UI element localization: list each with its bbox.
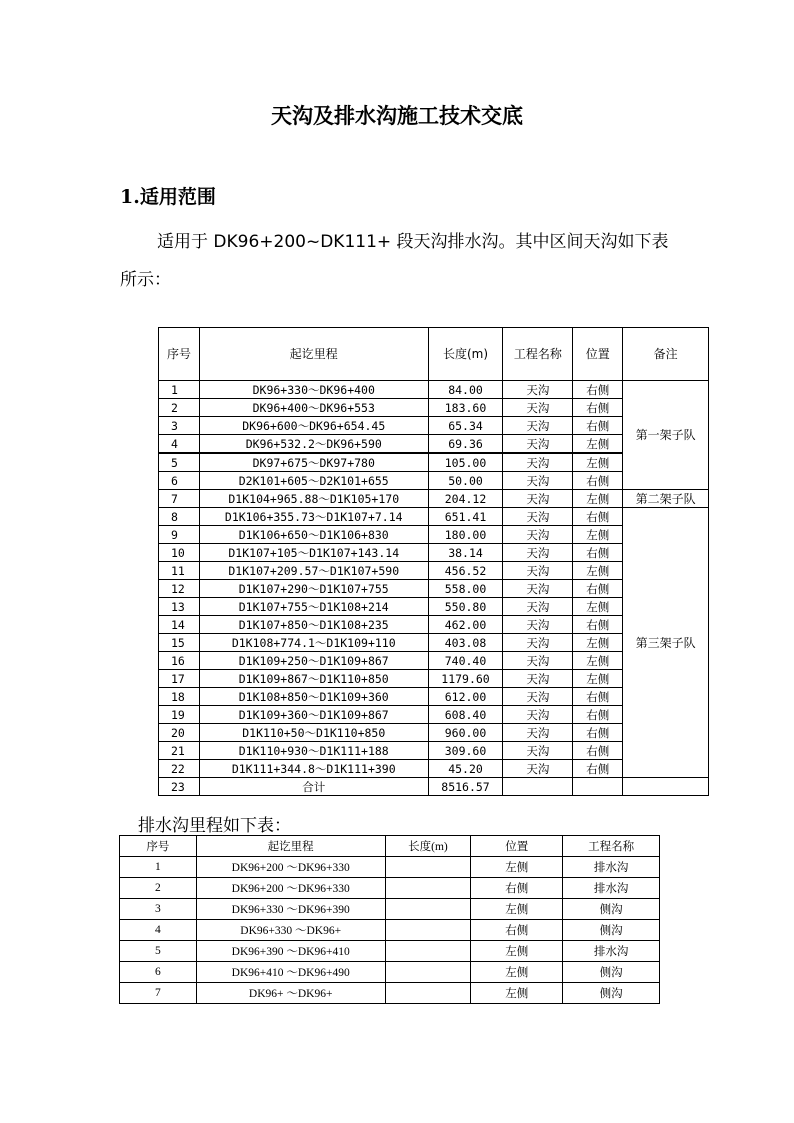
- row-seq: 22: [159, 760, 200, 778]
- row-name: 天沟: [503, 652, 573, 670]
- row-length: [385, 962, 471, 983]
- table-header-row: [159, 328, 709, 381]
- row-length: 183.60: [428, 399, 503, 417]
- row-range: D1K109+360～D1K109+867: [199, 706, 428, 724]
- row-position: 左侧: [471, 899, 563, 920]
- row-length: 180.00: [428, 526, 503, 544]
- row-name: 排水沟: [563, 857, 660, 878]
- row-length: 550.80: [428, 598, 503, 616]
- row-seq: 1: [159, 381, 200, 399]
- row-position: 右侧: [573, 399, 623, 417]
- row-name: 天沟: [503, 508, 573, 526]
- row-length: 45.20: [428, 760, 503, 778]
- row-position: 左侧: [573, 453, 623, 472]
- row-seq: 4: [120, 920, 197, 941]
- row-range: D1K107+755～D1K108+214: [199, 598, 428, 616]
- row-name: 侧沟: [563, 983, 660, 1004]
- table-header-row: [120, 836, 660, 857]
- header-range: 起讫里程: [196, 836, 385, 857]
- row-range: D1K111+344.8～D1K111+390: [199, 760, 428, 778]
- section-paragraph-line2: 所示：: [120, 270, 171, 290]
- row-name: 天沟: [503, 724, 573, 742]
- row-seq: 10: [159, 544, 200, 562]
- row-name: [503, 778, 573, 796]
- row-range: D2K101+605～D2K101+655: [199, 472, 428, 490]
- row-seq: 19: [159, 706, 200, 724]
- row-range: DK96+200 ～DK96+330: [196, 878, 385, 899]
- row-seq: 21: [159, 742, 200, 760]
- row-length: 50.00: [428, 472, 503, 490]
- row-seq: 5: [120, 941, 197, 962]
- table-row: [120, 920, 660, 941]
- row-name: 侧沟: [563, 920, 660, 941]
- row-name: 天沟: [503, 453, 573, 472]
- row-name: 天沟: [503, 544, 573, 562]
- row-length: 105.00: [428, 453, 503, 472]
- row-seq: 11: [159, 562, 200, 580]
- row-range: DK96+330 ～DK96+390: [196, 899, 385, 920]
- row-position: 左侧: [573, 526, 623, 544]
- row-length: 204.12: [428, 490, 503, 508]
- row-position: 右侧: [573, 508, 623, 526]
- team-cell: 第一架子队: [623, 381, 709, 490]
- row-range: D1K107+850～D1K108+235: [199, 616, 428, 634]
- total-seq: 23: [159, 778, 200, 796]
- row-position: 右侧: [471, 878, 563, 899]
- row-range: D1K110+50～D1K110+850: [199, 724, 428, 742]
- row-length: 69.36: [428, 435, 503, 454]
- row-length: 462.00: [428, 616, 503, 634]
- table-row: [120, 962, 660, 983]
- row-range: D1K107+290～D1K107+755: [199, 580, 428, 598]
- header-remark: 备注: [623, 328, 709, 381]
- row-seq: 1: [120, 857, 197, 878]
- section-paragraph-line1: 适用于 DK96+200~DK111+ 段天沟排水沟。其中区间天沟如下表: [157, 232, 669, 252]
- row-name: 排水沟: [563, 878, 660, 899]
- row-length: 38.14: [428, 544, 503, 562]
- table-row: [120, 857, 660, 878]
- drain-table: [119, 835, 660, 1004]
- row-range: DK96+532.2～DK96+590: [199, 435, 428, 454]
- row-length: 740.40: [428, 652, 503, 670]
- section-heading: 1.适用范围: [120, 186, 216, 208]
- row-position: 左侧: [573, 670, 623, 688]
- row-name: 天沟: [503, 598, 573, 616]
- row-range: D1K107+209.57～D1K107+590: [199, 562, 428, 580]
- team-cell: 第三架子队: [623, 508, 709, 778]
- row-position: 右侧: [573, 544, 623, 562]
- row-length: [385, 983, 471, 1004]
- row-name: 侧沟: [563, 899, 660, 920]
- row-seq: 15: [159, 634, 200, 652]
- row-name: 天沟: [503, 616, 573, 634]
- row-seq: 4: [159, 435, 200, 454]
- row-name: 天沟: [503, 526, 573, 544]
- row-range: D1K108+774.1～D1K109+110: [199, 634, 428, 652]
- row-seq: 3: [159, 417, 200, 435]
- row-range: DK96+200 ～DK96+330: [196, 857, 385, 878]
- row-length: 309.60: [428, 742, 503, 760]
- header-name: 工程名称: [563, 836, 660, 857]
- row-range: DK96+600～DK96+654.45: [199, 417, 428, 435]
- row-length: 1179.60: [428, 670, 503, 688]
- row-position: 右侧: [573, 381, 623, 399]
- row-range: D1K106+650～D1K106+830: [199, 526, 428, 544]
- row-range: DK96+330～DK96+400: [199, 381, 428, 399]
- row-position: 右侧: [573, 417, 623, 435]
- row-position: 右侧: [573, 580, 623, 598]
- table-row: [159, 490, 709, 508]
- row-range: D1K106+355.73～D1K107+7.14: [199, 508, 428, 526]
- row-seq: 8: [159, 508, 200, 526]
- row-position: 右侧: [573, 742, 623, 760]
- row-seq: 3: [120, 899, 197, 920]
- row-seq: 2: [120, 878, 197, 899]
- header-length: 长度(m): [428, 328, 503, 381]
- total-label: 合计: [199, 778, 428, 796]
- row-range: DK96+ ～DK96+: [196, 983, 385, 1004]
- row-range: DK96+390 ～DK96+410: [196, 941, 385, 962]
- document-title: 天沟及排水沟施工技术交底: [271, 103, 523, 128]
- row-seq: 5: [159, 453, 200, 472]
- row-name: 天沟: [503, 417, 573, 435]
- row-range: D1K109+867～D1K110+850: [199, 670, 428, 688]
- row-range: D1K107+105～D1K107+143.14: [199, 544, 428, 562]
- row-name: 天沟: [503, 399, 573, 417]
- team-cell: [623, 778, 709, 796]
- table-row: [120, 983, 660, 1004]
- row-name: 天沟: [503, 688, 573, 706]
- row-range: DK97+675～DK97+780: [199, 453, 428, 472]
- row-name: 侧沟: [563, 962, 660, 983]
- row-position: 左侧: [471, 983, 563, 1004]
- total-row: [159, 778, 709, 796]
- header-seq: 序号: [159, 328, 200, 381]
- row-length: [385, 857, 471, 878]
- row-position: 左侧: [573, 435, 623, 454]
- row-range: D1K110+930～D1K111+188: [199, 742, 428, 760]
- row-length: 612.00: [428, 688, 503, 706]
- row-position: 左侧: [471, 941, 563, 962]
- row-seq: 9: [159, 526, 200, 544]
- table-row: [120, 878, 660, 899]
- row-position: 右侧: [573, 688, 623, 706]
- header-seq: 序号: [120, 836, 197, 857]
- row-name: 天沟: [503, 670, 573, 688]
- row-length: [385, 920, 471, 941]
- row-position: 右侧: [573, 760, 623, 778]
- table-row: [159, 508, 709, 526]
- row-position: [573, 778, 623, 796]
- row-length: [385, 878, 471, 899]
- row-position: 右侧: [573, 616, 623, 634]
- row-range: D1K109+250～D1K109+867: [199, 652, 428, 670]
- row-range: DK96+400～DK96+553: [199, 399, 428, 417]
- row-position: 右侧: [573, 472, 623, 490]
- row-name: 天沟: [503, 706, 573, 724]
- row-position: 右侧: [573, 724, 623, 742]
- row-position: 左侧: [573, 562, 623, 580]
- row-seq: 16: [159, 652, 200, 670]
- header-position: 位置: [573, 328, 623, 381]
- table-row: [120, 899, 660, 920]
- row-name: 天沟: [503, 490, 573, 508]
- row-name: 天沟: [503, 580, 573, 598]
- row-seq: 2: [159, 399, 200, 417]
- row-length: [385, 899, 471, 920]
- drain-table-caption: 排水沟里程如下表：: [138, 816, 291, 836]
- row-seq: 7: [159, 490, 200, 508]
- row-range: DK96+410 ～DK96+490: [196, 962, 385, 983]
- row-length: 84.00: [428, 381, 503, 399]
- header-position: 位置: [471, 836, 563, 857]
- row-seq: 7: [120, 983, 197, 1004]
- row-position: 右侧: [471, 920, 563, 941]
- row-name: 天沟: [503, 435, 573, 454]
- row-name: 排水沟: [563, 941, 660, 962]
- row-seq: 20: [159, 724, 200, 742]
- row-length: 558.00: [428, 580, 503, 598]
- row-length: 65.34: [428, 417, 503, 435]
- row-range: D1K108+850～D1K109+360: [199, 688, 428, 706]
- row-length: 608.40: [428, 706, 503, 724]
- team-cell: 第二架子队: [623, 490, 709, 508]
- row-position: 右侧: [573, 706, 623, 724]
- row-range: DK96+330 ～DK96+: [196, 920, 385, 941]
- row-seq: 6: [120, 962, 197, 983]
- row-length: 403.08: [428, 634, 503, 652]
- table-row: [159, 381, 709, 399]
- row-seq: 18: [159, 688, 200, 706]
- row-name: 天沟: [503, 562, 573, 580]
- row-position: 左侧: [573, 652, 623, 670]
- row-position: 左侧: [471, 857, 563, 878]
- header-name: 工程名称: [503, 328, 573, 381]
- row-seq: 6: [159, 472, 200, 490]
- row-length: 651.41: [428, 508, 503, 526]
- total-length: 8516.57: [428, 778, 503, 796]
- row-name: 天沟: [503, 760, 573, 778]
- table-row: [120, 941, 660, 962]
- row-name: 天沟: [503, 634, 573, 652]
- row-position: 左侧: [573, 490, 623, 508]
- row-name: 天沟: [503, 472, 573, 490]
- row-position: 左侧: [471, 962, 563, 983]
- header-length: 长度(m): [385, 836, 471, 857]
- row-position: 左侧: [573, 598, 623, 616]
- header-range: 起讫里程: [199, 328, 428, 381]
- ditch-table: [158, 327, 709, 796]
- row-name: 天沟: [503, 381, 573, 399]
- row-seq: 14: [159, 616, 200, 634]
- row-range: D1K104+965.88～D1K105+170: [199, 490, 428, 508]
- row-length: [385, 941, 471, 962]
- row-length: 960.00: [428, 724, 503, 742]
- row-position: 左侧: [573, 634, 623, 652]
- row-name: 天沟: [503, 742, 573, 760]
- row-length: 456.52: [428, 562, 503, 580]
- row-seq: 12: [159, 580, 200, 598]
- row-seq: 13: [159, 598, 200, 616]
- row-seq: 17: [159, 670, 200, 688]
